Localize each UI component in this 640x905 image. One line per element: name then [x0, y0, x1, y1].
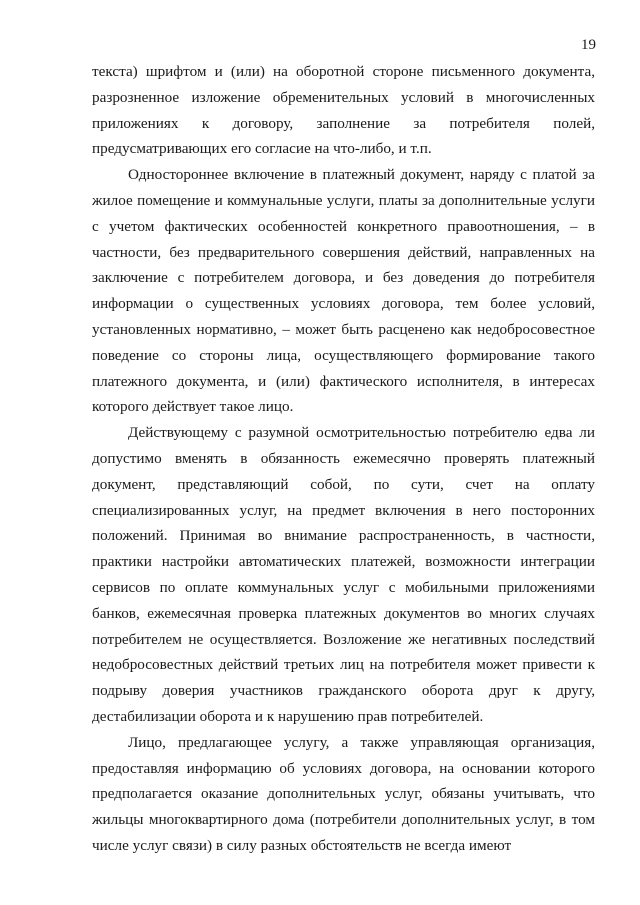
paragraph-continuation: текста) шрифтом и (или) на оборотной стороне письменного документа, разрозненное изложение обременительных условий в многочисленных приложениях к договору, заполнение за потребителя полей, предусматривающих его согласие на что-либо, и т.п.	[92, 63, 595, 158]
paragraph: Одностороннее включение в платежный документ, наряду с платой за жилое помещение и коммунальные услуги, платы за дополнительные услуги с учетом фактических особенностей конкретного правоотношения, – в частности, без предварительного совершения действий, направленных на заключение с потребителем договора, и без доведения до потребителя информации о существенных условиях договора, тем более условий, установленных нормативно, – может быть расценено как недобросовестное поведение со стороны лица, осуществляющего формирование такого платежного документа, и (или) фактического исполнителя, в интересах которого действует такое лицо.	[92, 166, 595, 416]
paragraph: Лицо, предлагающее услугу, а также управляющая организация, предоставляя информацию об условиях договора, на основании которого предполагается оказание дополнительных услуг, обязаны учитывать, что жильцы многоквартирного дома (потребители дополнительных услуг, в том числе услуг связи) в силу разных обстоятельств не всегда имеют	[92, 733, 595, 854]
document-body	[92, 59, 595, 859]
paragraph: Действующему с разумной осмотрительностью потребителю едва ли допустимо вменять в обязанность ежемесячно проверять платежный документ, представляющий собой, по сути, счет на оплату специализированных услуг, на предмет включения в него посторонних положений. Принимая во внимание распространенность, в частности, практики настройки автоматических платежей, возможности интеграции сервисов по оплате коммунальных услуг с мобильными приложениями банков, ежемесячная проверка платежных документов во многих случаях потребителем не осуществляется. Возложение же негативных последствий недобросовестных действий третьих лиц на потребителя может привести к подрыву доверия участников гражданского оборота друг к другу, дестабилизации оборота и к нарушению прав потребителей.	[92, 424, 595, 725]
page-number: 19	[581, 37, 596, 53]
